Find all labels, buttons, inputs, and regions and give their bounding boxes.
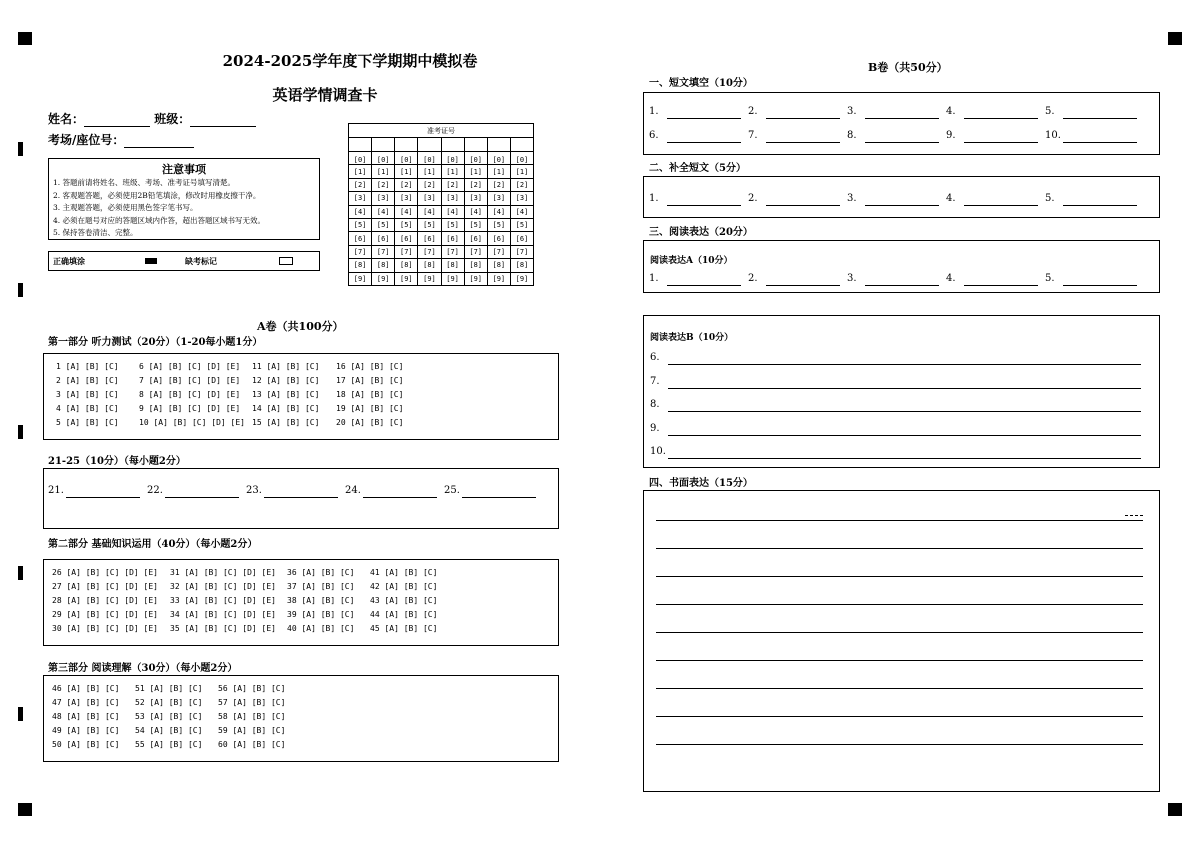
answer-bubble-row[interactable]: 55 [A] [B] [C] — [135, 740, 203, 749]
writing-line[interactable] — [656, 744, 1143, 745]
b-part2-title: 二、补全短文（5分） — [649, 163, 746, 174]
answer-bubble-row[interactable]: 36 [A] [B] [C] — [287, 568, 355, 577]
admission-bubble[interactable]: [7] — [464, 245, 487, 258]
blank-number: 22. — [147, 485, 163, 496]
answer-bubble-row[interactable]: 32 [A] [B] [C] [D] [E] — [170, 582, 276, 591]
b-part3b-box — [643, 315, 1160, 468]
writing-line[interactable] — [656, 604, 1143, 605]
admission-bubble[interactable]: [7] — [418, 245, 441, 258]
blank-number: 1. — [649, 273, 659, 284]
answer-bubble-row[interactable]: 10 [A] [B] [C] [D] [E] — [139, 418, 245, 427]
b-part3a-box — [643, 240, 1160, 293]
blank-number: 5. — [1045, 193, 1055, 204]
admission-bubble[interactable]: [9] — [349, 272, 372, 285]
answer-bubble-row[interactable]: 8 [A] [B] [C] [D] [E] — [139, 390, 241, 399]
part1b-box — [43, 468, 559, 529]
answer-bubble-row[interactable]: 11 [A] [B] [C] — [252, 362, 320, 371]
part3-title: 第三部分 阅读理解（30分）（每小题2分） — [48, 663, 238, 674]
absent-mark-box[interactable] — [279, 257, 293, 265]
answer-line[interactable] — [964, 205, 1038, 206]
blank-number: 8. — [650, 399, 660, 410]
blank-number: 8. — [847, 130, 857, 141]
admission-bubble[interactable]: [9] — [487, 272, 510, 285]
part1b-title: 21-25（10分）（每小题2分） — [48, 456, 186, 467]
admission-bubble[interactable]: [4] — [395, 205, 418, 218]
blank-number: 4. — [946, 273, 956, 284]
admission-bubble[interactable]: [5] — [441, 218, 464, 231]
answer-bubble-row[interactable]: 56 [A] [B] [C] — [218, 684, 286, 693]
answer-bubble-row[interactable]: 6 [A] [B] [C] [D] [E] — [139, 362, 241, 371]
answer-bubble-row[interactable]: 40 [A] [B] [C] — [287, 624, 355, 633]
blank-number: 5. — [1045, 106, 1055, 117]
admission-bubble[interactable]: [8] — [487, 259, 510, 272]
blank-number: 4. — [946, 106, 956, 117]
admission-bubble[interactable]: [0] — [441, 152, 464, 165]
class-input-line[interactable] — [190, 126, 256, 127]
blank-number: 3. — [847, 273, 857, 284]
blank-number: 9. — [650, 422, 660, 434]
admission-bubble[interactable]: [1] — [372, 165, 395, 178]
timing-mark — [1168, 803, 1182, 816]
answer-bubble-row[interactable]: 41 [A] [B] [C] — [370, 568, 438, 577]
admission-bubble[interactable]: [1] — [349, 165, 372, 178]
answer-bubble-row[interactable]: 52 [A] [B] [C] — [135, 698, 203, 707]
admission-bubble[interactable]: [2] — [441, 178, 464, 191]
name-field: 姓名： 班级： — [48, 110, 256, 127]
answer-bubble-row[interactable]: 14 [A] [B] [C] — [252, 404, 320, 413]
b-part3a-title: 阅读表达A（10分） — [650, 256, 733, 266]
admission-bubble[interactable]: [7] — [510, 245, 533, 258]
writing-box[interactable] — [643, 490, 1160, 792]
notice-title: 注意事项 — [162, 163, 206, 176]
admission-bubble[interactable]: [0] — [395, 152, 418, 165]
answer-line[interactable] — [668, 388, 1141, 389]
answer-bubble-row[interactable]: 42 [A] [B] [C] — [370, 582, 438, 591]
admission-bubble[interactable]: [6] — [395, 232, 418, 245]
admission-bubble[interactable]: [4] — [441, 205, 464, 218]
absent-mark-label: 缺考标记 — [185, 256, 217, 266]
notice-item: 5. 保持答卷清洁、完整。 — [53, 228, 138, 237]
answer-bubble-row[interactable]: 33 [A] [B] [C] [D] [E] — [170, 596, 276, 605]
admission-bubble[interactable]: [7] — [487, 245, 510, 258]
b-part4-title: 四、书面表达（15分） — [649, 478, 753, 489]
admission-bubble[interactable]: [0] — [464, 152, 487, 165]
admission-bubble[interactable]: [3] — [510, 192, 533, 205]
part2-box — [43, 559, 559, 646]
answer-bubble-row[interactable]: 44 [A] [B] [C] — [370, 610, 438, 619]
admission-digit-box[interactable] — [349, 138, 372, 152]
blank-number: 7. — [650, 375, 660, 387]
timing-mark — [1168, 32, 1182, 45]
blank-number: 1. — [649, 106, 659, 117]
page-title: 2024-2025学年度下学期期中模拟卷 — [222, 52, 478, 70]
seat-input-line[interactable] — [124, 147, 194, 148]
admission-bubble[interactable]: [6] — [418, 232, 441, 245]
admission-bubble[interactable]: [2] — [372, 178, 395, 191]
timing-mark — [18, 142, 23, 156]
answer-line[interactable] — [66, 497, 140, 498]
admission-bubble[interactable]: [0] — [418, 152, 441, 165]
admission-digit-box[interactable] — [395, 138, 418, 152]
admission-bubble[interactable]: [5] — [510, 218, 533, 231]
answer-line[interactable] — [668, 411, 1141, 412]
admission-bubble[interactable]: [6] — [510, 232, 533, 245]
fill-example-box — [48, 251, 320, 271]
admission-bubble[interactable]: [5] — [464, 218, 487, 231]
blank-number: 25. — [444, 485, 460, 496]
answer-bubble-row[interactable]: 39 [A] [B] [C] — [287, 610, 355, 619]
blank-number: 10. — [1045, 130, 1061, 141]
admission-bubble[interactable]: [4] — [372, 205, 395, 218]
answer-bubble-row[interactable]: 7 [A] [B] [C] [D] [E] — [139, 376, 241, 385]
page-subtitle: 英语学情调查卡 — [272, 86, 378, 104]
b-part1-box — [643, 92, 1160, 155]
seat-field: 考场/座位号： — [48, 131, 194, 148]
answer-line[interactable] — [165, 497, 239, 498]
answer-bubble-row[interactable]: 18 [A] [B] [C] — [336, 390, 404, 399]
notice-item: 1. 答题前请将姓名、班级、考场、准考证号填写清楚。 — [53, 178, 236, 187]
answer-bubble-row[interactable]: 27 [A] [B] [C] [D] [E] — [52, 582, 158, 591]
writing-line[interactable] — [656, 576, 1143, 577]
answer-bubble-row[interactable]: 37 [A] [B] [C] — [287, 582, 355, 591]
blank-number: 7. — [748, 130, 758, 141]
admission-bubble[interactable]: [7] — [441, 245, 464, 258]
writing-line[interactable] — [656, 688, 1143, 689]
admission-bubble[interactable]: [0] — [510, 152, 533, 165]
admission-bubble[interactable]: [2] — [395, 178, 418, 191]
timing-mark — [18, 283, 23, 297]
section-a-title: A卷（共100分） — [257, 320, 344, 333]
answer-bubble-row[interactable]: 58 [A] [B] [C] — [218, 712, 286, 721]
answer-bubble-row[interactable]: 15 [A] [B] [C] — [252, 418, 320, 427]
admission-bubble[interactable]: [9] — [395, 272, 418, 285]
admission-bubble[interactable]: [1] — [464, 165, 487, 178]
answer-bubble-row[interactable]: 2 [A] [B] [C] — [56, 376, 119, 385]
timing-mark — [18, 425, 23, 439]
admission-bubble[interactable]: [5] — [418, 218, 441, 231]
blank-number: 3. — [847, 193, 857, 204]
answer-line[interactable] — [865, 142, 939, 143]
admission-digit-box[interactable] — [441, 138, 464, 152]
admission-bubble[interactable]: [0] — [372, 152, 395, 165]
part2-title: 第二部分 基础知识运用（40分）（每小题2分） — [48, 539, 258, 550]
blank-number: 6. — [650, 352, 660, 363]
admission-bubble[interactable]: [3] — [441, 192, 464, 205]
blank-number: 1. — [649, 193, 659, 204]
admission-bubble[interactable]: [8] — [395, 259, 418, 272]
admission-digit-box[interactable] — [418, 138, 441, 152]
admission-bubble[interactable]: [1] — [487, 165, 510, 178]
answer-bubble-row[interactable]: 59 [A] [B] [C] — [218, 726, 286, 735]
timing-mark — [18, 566, 23, 580]
answer-line[interactable] — [865, 205, 939, 206]
admission-bubble[interactable]: [4] — [349, 205, 372, 218]
answer-bubble-row[interactable]: 57 [A] [B] [C] — [218, 698, 286, 707]
answer-bubble-row[interactable]: 35 [A] [B] [C] [D] [E] — [170, 624, 276, 633]
admission-digit-box[interactable] — [464, 138, 487, 152]
answer-line[interactable] — [1063, 118, 1137, 119]
part3-box — [43, 675, 559, 762]
blank-number: 3. — [847, 106, 857, 117]
answer-line[interactable] — [964, 285, 1038, 286]
blank-number: 2. — [748, 106, 758, 117]
admission-bubble[interactable]: [0] — [487, 152, 510, 165]
answer-bubble-row[interactable]: 34 [A] [B] [C] [D] [E] — [170, 610, 276, 619]
part1-box — [43, 353, 559, 440]
answer-line[interactable] — [667, 205, 741, 206]
admission-bubble[interactable]: [6] — [464, 232, 487, 245]
blank-number: 24. — [345, 485, 361, 496]
answer-bubble-row[interactable]: 1 [A] [B] [C] — [56, 362, 119, 371]
answer-bubble-row[interactable]: 13 [A] [B] [C] — [252, 390, 320, 399]
answer-line[interactable] — [668, 435, 1141, 436]
answer-line[interactable] — [667, 142, 741, 143]
answer-line[interactable] — [462, 497, 536, 498]
admission-bubble[interactable]: [0] — [349, 152, 372, 165]
answer-line[interactable] — [264, 497, 338, 498]
admission-bubble[interactable]: [6] — [487, 232, 510, 245]
answer-line[interactable] — [766, 142, 840, 143]
admission-bubble[interactable]: [3] — [372, 192, 395, 205]
answer-bubble-row[interactable]: 4 [A] [B] [C] — [56, 404, 119, 413]
answer-line[interactable] — [363, 497, 437, 498]
admission-bubble[interactable]: [6] — [441, 232, 464, 245]
b-part2-box — [643, 176, 1160, 218]
writing-line[interactable] — [656, 520, 1143, 521]
admission-bubble[interactable]: [2] — [349, 178, 372, 191]
answer-bubble-row[interactable]: 12 [A] [B] [C] — [252, 376, 320, 385]
admission-bubble[interactable]: [7] — [372, 245, 395, 258]
answer-bubble-row[interactable]: 54 [A] [B] [C] — [135, 726, 203, 735]
admission-bubble[interactable]: [9] — [464, 272, 487, 285]
timing-mark — [18, 707, 23, 721]
admission-bubble[interactable]: [7] — [395, 245, 418, 258]
admission-bubble[interactable]: [9] — [372, 272, 395, 285]
answer-bubble-row[interactable]: 3 [A] [B] [C] — [56, 390, 119, 399]
answer-bubble-row[interactable]: 5 [A] [B] [C] — [56, 418, 119, 427]
admission-header: 准考证号 — [349, 124, 534, 138]
answer-line[interactable] — [766, 205, 840, 206]
admission-bubble[interactable]: [2] — [487, 178, 510, 191]
writing-line[interactable] — [656, 632, 1143, 633]
admission-digit-box[interactable] — [510, 138, 533, 152]
admission-bubble[interactable]: [1] — [395, 165, 418, 178]
blank-number: 10. — [650, 446, 666, 457]
answer-bubble-row[interactable]: 16 [A] [B] [C] — [336, 362, 404, 371]
admission-bubble[interactable]: [5] — [349, 218, 372, 231]
admission-bubble[interactable]: [5] — [487, 218, 510, 231]
answer-line[interactable] — [766, 118, 840, 119]
admission-bubble[interactable]: [3] — [395, 192, 418, 205]
admission-bubble[interactable]: [3] — [349, 192, 372, 205]
admission-bubble[interactable]: [1] — [441, 165, 464, 178]
b-part3-title: 三、阅读表达（20分） — [649, 227, 753, 238]
notice-item: 3. 主观题答题，必须使用黑色签字笔书写。 — [53, 203, 198, 212]
answer-bubble-row[interactable]: 51 [A] [B] [C] — [135, 684, 203, 693]
admission-bubble[interactable]: [4] — [487, 205, 510, 218]
answer-line[interactable] — [1063, 285, 1137, 286]
blank-number: 9. — [946, 130, 956, 141]
admission-bubble[interactable]: [1] — [418, 165, 441, 178]
answer-bubble-row[interactable]: 53 [A] [B] [C] — [135, 712, 203, 721]
answer-bubble-row[interactable]: 19 [A] [B] [C] — [336, 404, 404, 413]
admission-bubble[interactable]: [9] — [418, 272, 441, 285]
admission-number-grid — [348, 123, 534, 286]
b-part1-title: 一、短文填空（10分） — [649, 78, 753, 89]
answer-line[interactable] — [766, 285, 840, 286]
blank-number: 6. — [649, 130, 659, 141]
answer-bubble-row[interactable]: 48 [A] [B] [C] — [52, 712, 120, 721]
blank-number: 2. — [748, 193, 758, 204]
admission-digit-box[interactable] — [372, 138, 395, 152]
admission-bubble[interactable]: [2] — [418, 178, 441, 191]
answer-bubble-row[interactable]: 28 [A] [B] [C] [D] [E] — [52, 596, 158, 605]
admission-bubble[interactable]: [9] — [441, 272, 464, 285]
answer-bubble-row[interactable]: 29 [A] [B] [C] [D] [E] — [52, 610, 158, 619]
admission-bubble[interactable]: [3] — [487, 192, 510, 205]
answer-line[interactable] — [865, 118, 939, 119]
answer-bubble-row[interactable]: 50 [A] [B] [C] — [52, 740, 120, 749]
answer-bubble-row[interactable]: 43 [A] [B] [C] — [370, 596, 438, 605]
admission-bubble[interactable]: [8] — [418, 259, 441, 272]
notice-list — [53, 177, 315, 240]
word-count-mark — [1125, 515, 1143, 516]
answer-bubble-row[interactable]: 26 [A] [B] [C] [D] [E] — [52, 568, 158, 577]
writing-line[interactable] — [656, 660, 1143, 661]
answer-line[interactable] — [667, 285, 741, 286]
admission-bubble[interactable]: [6] — [349, 232, 372, 245]
answer-bubble-row[interactable]: 38 [A] [B] [C] — [287, 596, 355, 605]
admission-bubble[interactable]: [8] — [441, 259, 464, 272]
answer-bubble-row[interactable]: 46 [A] [B] [C] — [52, 684, 120, 693]
admission-bubble[interactable]: [4] — [464, 205, 487, 218]
admission-digit-box[interactable] — [487, 138, 510, 152]
answer-line[interactable] — [964, 118, 1038, 119]
admission-bubble[interactable]: [3] — [418, 192, 441, 205]
admission-bubble[interactable]: [2] — [464, 178, 487, 191]
section-b-title: B卷（共50分） — [868, 61, 948, 74]
admission-bubble[interactable]: [9] — [510, 272, 533, 285]
answer-bubble-row[interactable]: 17 [A] [B] [C] — [336, 376, 404, 385]
correct-fill-sample — [145, 258, 157, 264]
blank-number: 4. — [946, 193, 956, 204]
notice-box — [48, 158, 320, 240]
blank-number: 21. — [48, 485, 64, 496]
part1-title: 第一部分 听力测试（20分）（1-20每小题1分） — [48, 337, 263, 348]
answer-line[interactable] — [668, 458, 1141, 459]
admission-bubble[interactable]: [7] — [349, 245, 372, 258]
admission-bubble[interactable]: [1] — [510, 165, 533, 178]
blank-number: 5. — [1045, 273, 1055, 284]
notice-item: 2. 客观题答题，必须使用2B铅笔填涂，修改时用橡皮擦干净。 — [53, 190, 261, 200]
answer-bubble-row[interactable]: 31 [A] [B] [C] [D] [E] — [170, 568, 276, 577]
admission-bubble[interactable]: [5] — [372, 218, 395, 231]
blank-number: 23. — [246, 485, 262, 496]
correct-fill-label: 正确填涂 — [53, 256, 85, 266]
admission-bubble[interactable]: [4] — [510, 205, 533, 218]
writing-line[interactable] — [656, 716, 1143, 717]
answer-bubble-row[interactable]: 47 [A] [B] [C] — [52, 698, 120, 707]
admission-bubble[interactable]: [8] — [464, 259, 487, 272]
admission-bubble[interactable]: [3] — [464, 192, 487, 205]
admission-bubble[interactable]: [8] — [372, 259, 395, 272]
answer-bubble-row[interactable]: 20 [A] [B] [C] — [336, 418, 404, 427]
answer-bubble-row[interactable]: 30 [A] [B] [C] [D] [E] — [52, 624, 158, 633]
b-part3b-title: 阅读表达B（10分） — [650, 333, 734, 343]
answer-bubble-row[interactable]: 9 [A] [B] [C] [D] [E] — [139, 404, 241, 413]
blank-number: 2. — [748, 273, 758, 284]
admission-bubble[interactable]: [6] — [372, 232, 395, 245]
admission-bubble[interactable]: [8] — [510, 259, 533, 272]
name-input-line[interactable] — [84, 126, 150, 127]
answer-bubble-row[interactable]: 60 [A] [B] [C] — [218, 740, 286, 749]
answer-line[interactable] — [964, 142, 1038, 143]
writing-line[interactable] — [656, 548, 1143, 549]
timing-mark — [18, 803, 32, 816]
admission-bubble[interactable]: [4] — [418, 205, 441, 218]
answer-line[interactable] — [1063, 142, 1137, 143]
answer-line[interactable] — [668, 364, 1141, 365]
admission-bubble[interactable]: [2] — [510, 178, 533, 191]
answer-line[interactable] — [1063, 205, 1137, 206]
answer-line[interactable] — [667, 118, 741, 119]
admission-bubble[interactable]: [5] — [395, 218, 418, 231]
admission-bubble[interactable]: [8] — [349, 259, 372, 272]
answer-bubble-row[interactable]: 45 [A] [B] [C] — [370, 624, 438, 633]
answer-line[interactable] — [865, 285, 939, 286]
notice-item: 4. 必须在题号对应的答题区域内作答，超出答题区域书写无效。 — [53, 215, 266, 225]
answer-bubble-row[interactable]: 49 [A] [B] [C] — [52, 726, 120, 735]
timing-mark — [18, 32, 32, 45]
